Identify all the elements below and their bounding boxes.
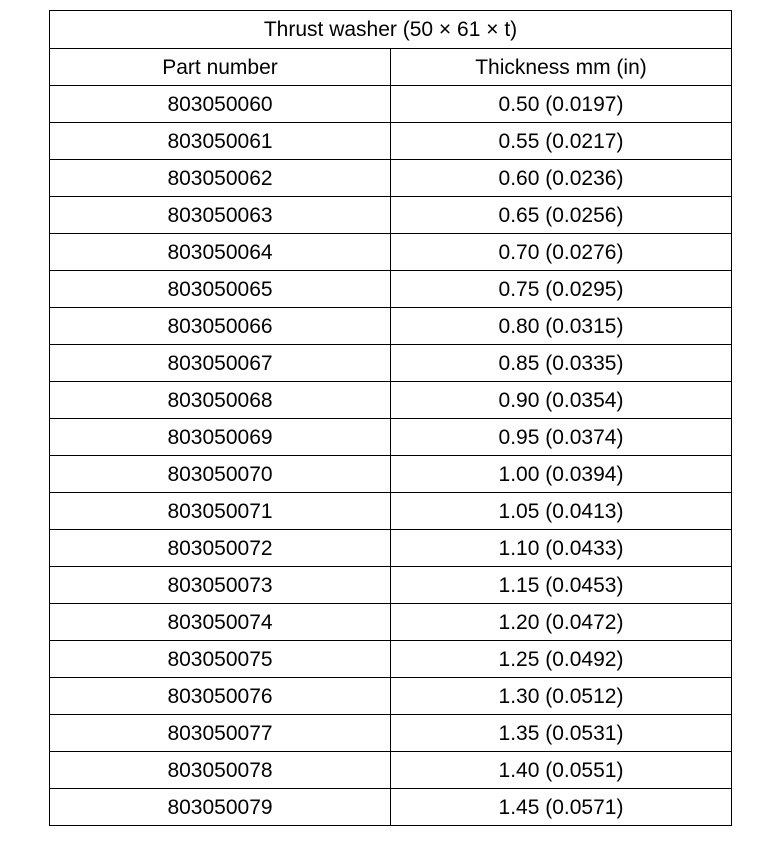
thickness-cell: 0.50 (0.0197)	[391, 86, 732, 123]
table-row	[50, 345, 732, 382]
part-number-cell: 803050074	[50, 604, 391, 641]
part-number-cell: 803050062	[50, 160, 391, 197]
table-row	[50, 456, 732, 493]
table-row	[50, 160, 732, 197]
part-number-cell: 803050078	[50, 752, 391, 789]
part-number-cell: 803050060	[50, 86, 391, 123]
table-row	[50, 382, 732, 419]
thickness-cell: 1.40 (0.0551)	[391, 752, 732, 789]
thickness-cell: 0.95 (0.0374)	[391, 419, 732, 456]
part-number-cell: 803050072	[50, 530, 391, 567]
table-row	[50, 234, 732, 271]
table-body	[50, 86, 732, 826]
thickness-cell: 0.85 (0.0335)	[391, 345, 732, 382]
thickness-cell: 0.65 (0.0256)	[391, 197, 732, 234]
part-number-cell: 803050067	[50, 345, 391, 382]
thickness-cell: 1.00 (0.0394)	[391, 456, 732, 493]
header-part-number: Part number	[50, 49, 391, 86]
part-number-cell: 803050069	[50, 419, 391, 456]
part-number-cell: 803050066	[50, 308, 391, 345]
thickness-cell: 1.20 (0.0472)	[391, 604, 732, 641]
part-number-cell: 803050076	[50, 678, 391, 715]
thickness-cell: 1.05 (0.0413)	[391, 493, 732, 530]
table-row	[50, 123, 732, 160]
thickness-cell: 1.10 (0.0433)	[391, 530, 732, 567]
thickness-cell: 0.75 (0.0295)	[391, 271, 732, 308]
table-title-row	[50, 11, 732, 49]
thrust-washer-table	[49, 10, 732, 826]
thickness-cell: 0.90 (0.0354)	[391, 382, 732, 419]
part-number-cell: 803050068	[50, 382, 391, 419]
thickness-cell: 0.80 (0.0315)	[391, 308, 732, 345]
table-row	[50, 530, 732, 567]
header-thickness: Thickness mm (in)	[391, 49, 732, 86]
part-number-cell: 803050079	[50, 789, 391, 826]
part-number-cell: 803050064	[50, 234, 391, 271]
thickness-cell: 1.30 (0.0512)	[391, 678, 732, 715]
thickness-cell: 0.55 (0.0217)	[391, 123, 732, 160]
table-row	[50, 752, 732, 789]
table-row	[50, 271, 732, 308]
table-row	[50, 493, 732, 530]
table-row	[50, 715, 732, 752]
table-row	[50, 197, 732, 234]
table-row	[50, 678, 732, 715]
table-row	[50, 419, 732, 456]
thickness-cell: 0.70 (0.0276)	[391, 234, 732, 271]
part-number-cell: 803050071	[50, 493, 391, 530]
thickness-cell: 1.35 (0.0531)	[391, 715, 732, 752]
table-title: Thrust washer (50 × 61 × t)	[50, 11, 732, 49]
part-number-cell: 803050063	[50, 197, 391, 234]
thickness-cell: 1.15 (0.0453)	[391, 567, 732, 604]
thickness-cell: 1.45 (0.0571)	[391, 789, 732, 826]
table-row	[50, 604, 732, 641]
table-row	[50, 567, 732, 604]
part-number-cell: 803050077	[50, 715, 391, 752]
table-row	[50, 641, 732, 678]
table-row	[50, 308, 732, 345]
table-row	[50, 86, 732, 123]
part-number-cell: 803050061	[50, 123, 391, 160]
table-row	[50, 789, 732, 826]
table-header-row	[50, 49, 732, 86]
part-number-cell: 803050065	[50, 271, 391, 308]
part-number-cell: 803050070	[50, 456, 391, 493]
thickness-cell: 0.60 (0.0236)	[391, 160, 732, 197]
part-number-cell: 803050075	[50, 641, 391, 678]
part-number-cell: 803050073	[50, 567, 391, 604]
thickness-cell: 1.25 (0.0492)	[391, 641, 732, 678]
